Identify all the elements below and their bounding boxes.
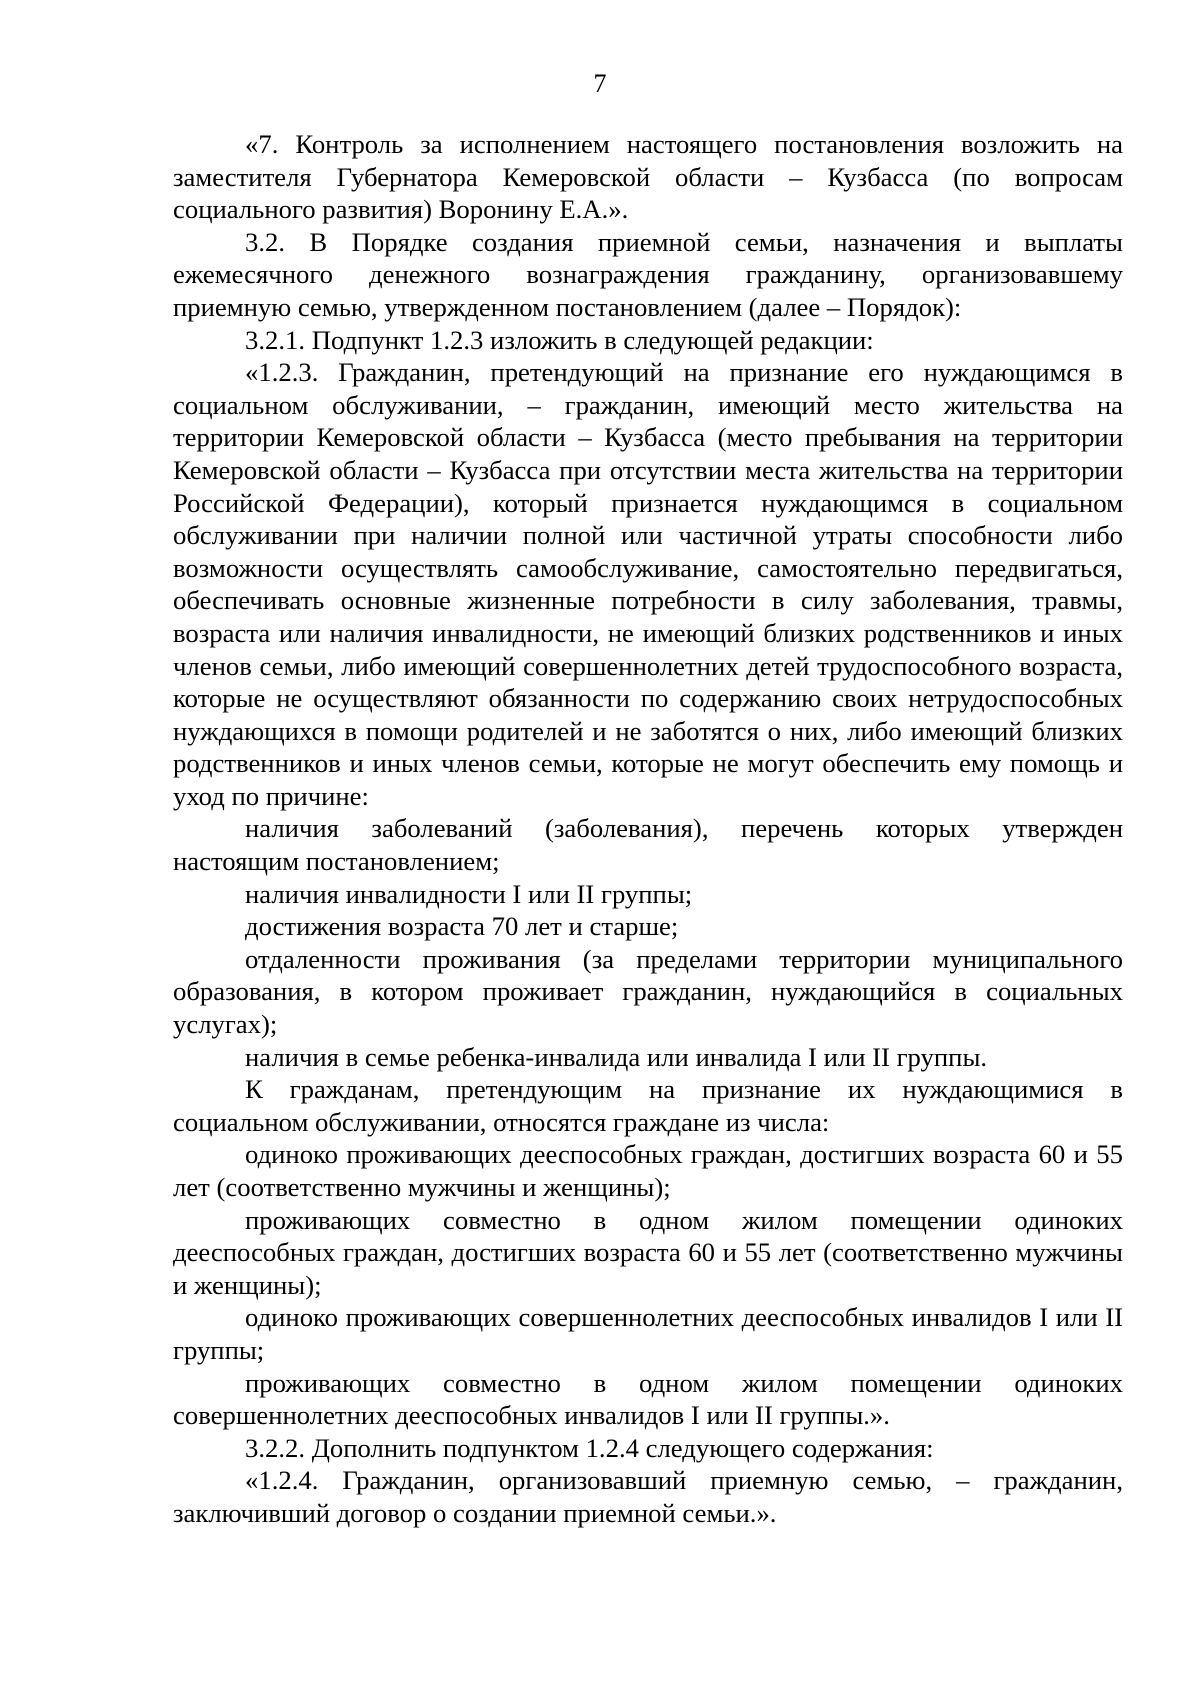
paragraph-3-2-1: 3.2.1. Подпункт 1.2.3 изложить в следующей редакции:: [245, 324, 874, 355]
paragraph-1-2-3: «1.2.3. Гражданин, претендующий на признание его нуждающимся в социальном обслуживании, – гражданин, имеющий место жительства на территории Кемеровской области – Кузбасса (место пребывания на территории Кемеровской области – Кузбасса при отсутствии места жительства на территории Российской Федерации), который признается нуждающимся в социальном обслуживании при наличии полной или частичной утраты способности либо возможности осуществлять самообслуживание, самостоятельно передвигаться, обеспечивать основные жизненные потребности в силу заболевания, травмы, возраста или наличия инвалидности, не имеющий близких родственников и иных членов семьи, либо имеющий совершеннолетних детей трудоспособного возраста, которые не осуществляют обязанности по содержанию своих нетрудоспособных нуждающихся в помощи родителей и не заботятся о них, либо имеющий близких родственников и иных членов семьи, которые не могут обеспечить ему помощь и уход по причине:: [173, 357, 1123, 811]
list-item-cohabiting-disabled: проживающих совместно в одном жилом помещении одиноких совершеннолетних дееспособных инвалидов I или II группы.».: [173, 1367, 1123, 1431]
list-item-single-elderly: одиноко проживающих дееспособных граждан, достигших возраста 60 и 55 лет (соответственно мужчины и женщины);: [173, 1139, 1123, 1202]
list-item-cohabiting-elderly: проживающих совместно в одном жилом помещении одиноких дееспособных граждан, достигших возраста 60 и 55 лет (соответственно мужчины и женщины);: [173, 1204, 1123, 1300]
paragraph-3-2-2: 3.2.2. Дополнить подпунктом 1.2.4 следующего содержания:: [245, 1432, 934, 1463]
list-item-diseases: наличия заболеваний (заболевания), перечень которых утвержден настоящим постановлением;: [173, 813, 1123, 877]
list-item-age: достижения возраста 70 лет и старше;: [245, 911, 679, 942]
list-item-single-disabled: одиноко проживающих совершеннолетних дееспособных инвалидов I или II группы;: [173, 1302, 1123, 1365]
list-item-disabled-child: наличия в семье ребенка-инвалида или инвалида I или II группы.: [245, 1041, 988, 1072]
paragraph-control-clause: «7. Контроль за исполнением настоящего постановления возложить на заместителя Губернатора Кемеровской области – Кузбасса (по вопросам социального развития) Воронину Е.А.».: [173, 129, 1123, 225]
document-body: [173, 128, 1123, 1530]
list-item-remoteness: отдаленности проживания (за пределами территории муниципального образования, в котором проживает гражданин, нуждающийся в социальных услугах);: [173, 943, 1123, 1040]
page-number: 7: [593, 69, 607, 98]
list-item-disability: наличия инвалидности I или II группы;: [245, 878, 693, 909]
paragraph-citizens-categories: К гражданам, претендующим на признание их нуждающимися в социальном обслуживании, относятся граждане из числа:: [173, 1074, 1123, 1137]
paragraph-3-2: 3.2. В Порядке создания приемной семьи, назначения и выплаты ежемесячного денежного вознаграждения гражданину, организовавшему приемную семью, утвержденном постановлением (далее – Порядок):: [173, 226, 1123, 322]
paragraph-1-2-4: «1.2.4. Гражданин, организовавший приемную семью, – гражданин, заключивший договор о создании приемной семьи.».: [173, 1465, 1123, 1528]
